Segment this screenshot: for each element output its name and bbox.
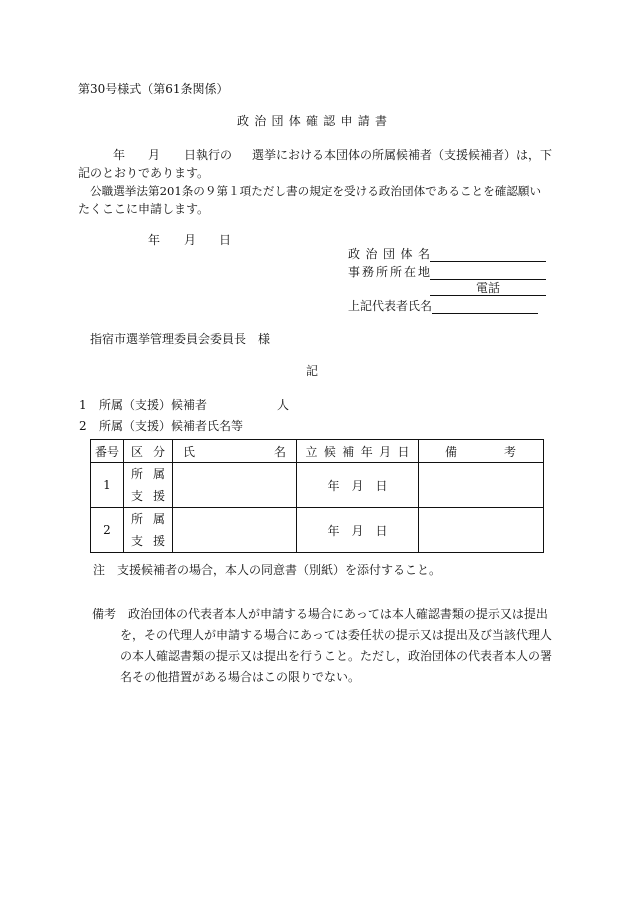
intro-day: 日執行の xyxy=(184,148,233,162)
phone-line[interactable] xyxy=(430,281,546,296)
office-line[interactable] xyxy=(430,266,546,280)
row2-remarks-cell[interactable] xyxy=(419,508,544,553)
phone-label: 電話 xyxy=(475,281,500,295)
org-name-label: 政治団体名 xyxy=(348,247,430,261)
table-row xyxy=(91,508,544,553)
intro-line3: 公職選挙法第201条の９第１項ただし書の規定を受ける政治団体であることを確認願い xyxy=(90,184,542,198)
rep-line[interactable] xyxy=(432,300,538,314)
remarks-line4: 名その他措置がある場合はこの限りでない。 xyxy=(120,670,361,684)
row2-num: 2 xyxy=(91,508,124,553)
row2-name-cell[interactable] xyxy=(173,508,297,553)
table-note: 注 支援候補者の場合，本人の同意書（別紙）を添付すること。 xyxy=(93,563,442,577)
header-num: 番号 xyxy=(91,440,124,463)
intro-year: 年 xyxy=(113,148,126,162)
rep-label: 上記代表者氏名 xyxy=(348,299,433,313)
item1-label: 所属（支援）候補者 xyxy=(99,398,208,412)
row1-kubun: 所属 支援 xyxy=(124,463,173,508)
header-date: 立候補年月日 xyxy=(297,440,419,463)
intro-line1: 選挙における本団体の所属候補者（支援候補者）は，下 xyxy=(252,148,553,162)
row2-date[interactable]: 年 月 日 xyxy=(297,508,419,553)
item2-label: 所属（支援）候補者氏名等 xyxy=(99,419,244,433)
candidate-table xyxy=(90,439,544,553)
row1-name-cell[interactable] xyxy=(173,463,297,508)
intro-line2: 記のとおりであります。 xyxy=(78,166,210,180)
org-name-line[interactable] xyxy=(430,248,546,262)
document-title: 政治団体確認申請書 xyxy=(237,114,387,128)
intro-line4: たくここに申請します。 xyxy=(78,202,210,216)
item1-num: 1 xyxy=(79,398,87,412)
table-row xyxy=(91,463,544,508)
header-kubun: 区分 xyxy=(124,440,173,463)
item1-unit: 人 xyxy=(277,398,290,412)
date-month: 月 xyxy=(184,233,197,247)
row1-num: 1 xyxy=(91,463,124,508)
intro-month: 月 xyxy=(148,148,161,162)
remarks-label: 備考 xyxy=(92,607,117,621)
remarks-line3: の本人確認書類の提示又は提出を行うこと。ただし，政治団体の代表者本人の署 xyxy=(120,649,553,663)
ki-heading: 記 xyxy=(306,364,319,378)
date-day: 日 xyxy=(219,233,232,247)
row2-kubun: 所属 支援 xyxy=(124,508,173,553)
table-header-row xyxy=(91,440,544,463)
header-biko: 備 考 xyxy=(419,440,544,463)
office-label: 事務所所在地 xyxy=(348,265,430,279)
row1-remarks-cell[interactable] xyxy=(419,463,544,508)
form-id: 第30号様式（第61条関係） xyxy=(78,82,229,96)
row1-date[interactable]: 年 月 日 xyxy=(297,463,419,508)
addressee: 指宿市選挙管理委員会委員長 様 xyxy=(90,332,271,346)
date-year: 年 xyxy=(148,233,161,247)
header-name: 氏 名 xyxy=(173,440,297,463)
item2-num: 2 xyxy=(79,419,87,433)
remarks-line1: 政治団体の代表者本人が申請する場合にあっては本人確認書類の提示又は提出 xyxy=(128,607,548,621)
remarks-line2: を，その代理人が申請する場合にあっては委任状の提示又は提出及び当該代理人 xyxy=(120,628,552,642)
